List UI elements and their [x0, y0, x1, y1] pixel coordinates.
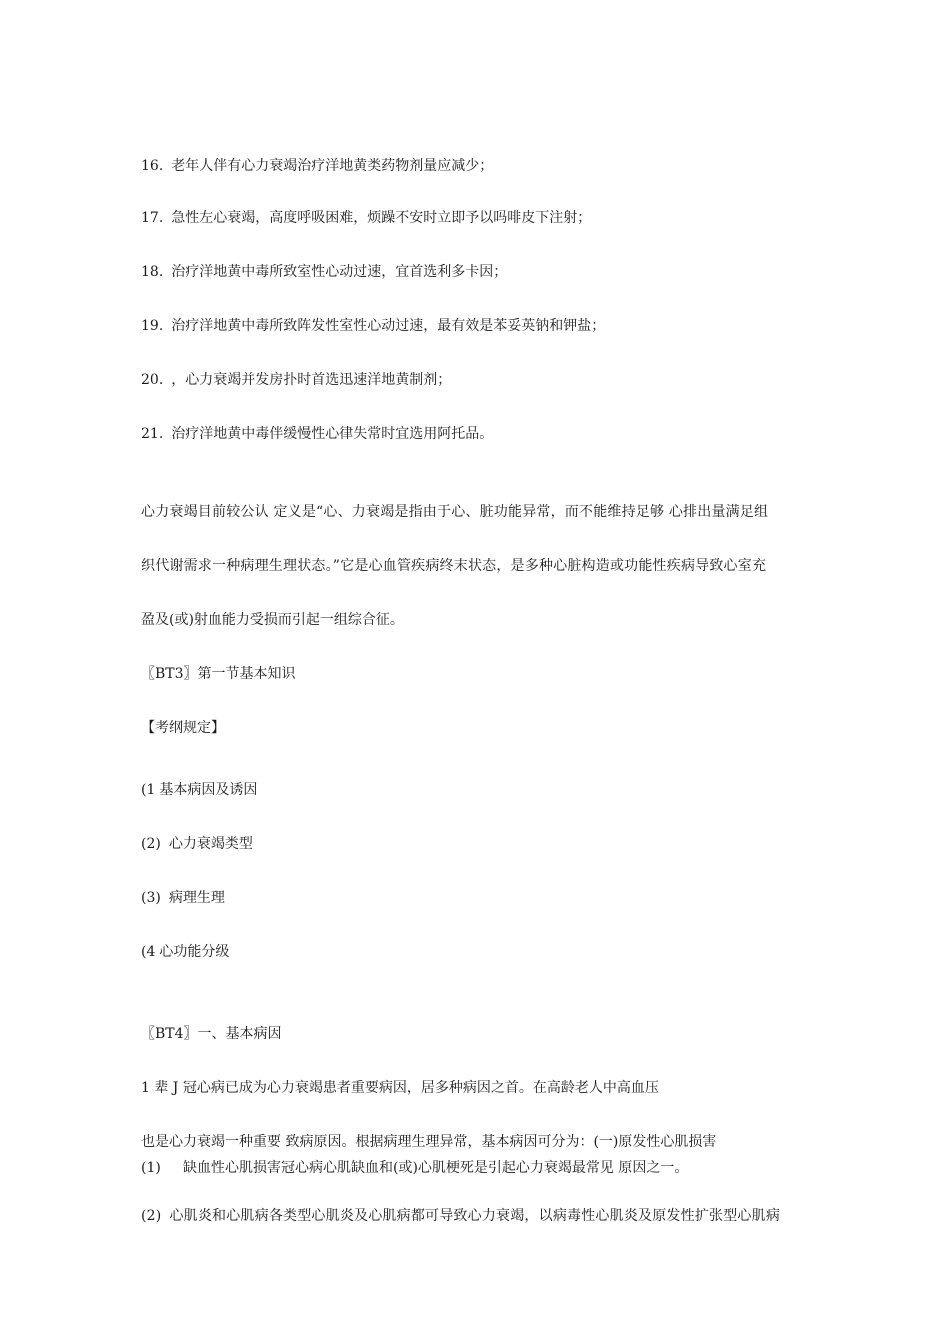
item-text: 缺血性心肌损害冠心病心肌缺血和(或)心肌梗死是引起心力衰竭最常见 原因之一。 [183, 1160, 689, 1176]
syllabus-item [141, 834, 253, 854]
item-number: 21. [141, 426, 164, 442]
item-number: 20. [141, 372, 164, 388]
item-text: 治疗洋地黄中毒所致室性心动过速，宜首选利多卡因； [171, 264, 508, 280]
syllabus-heading: 【考纲规定】 [141, 720, 225, 736]
syllabus-item [141, 888, 225, 908]
item-text: 心力衰竭类型 [168, 836, 253, 852]
definition-line: 盈及(或)射血能力受损而引起一组综合征。 [141, 612, 404, 628]
definition-line: 织代谢需求一种病理生理状态。”它是心血管疾病终末状态，是多种心脏构造或功能性疾病导致心室充 [141, 558, 767, 574]
numbered-item [141, 208, 591, 228]
etiology-item [141, 1158, 688, 1178]
item-number: (3) [141, 890, 161, 906]
item-number: (4 [141, 944, 156, 960]
item-text: 治疗洋地黄中毒伴缓慢性心律失常时宜选用阿托品。 [171, 426, 494, 442]
item-number: 19. [141, 318, 164, 334]
etiology-item [141, 1206, 816, 1226]
item-text: 急性左心衰竭，高度呼吸困难，烦躁不安时立即予以吗啡皮下注射； [171, 210, 592, 226]
numbered-item [141, 156, 493, 176]
item-text: ，心力衰竭并发房扑时首选迅速洋地黄制剂； [171, 372, 452, 388]
item-number: (2) [141, 1208, 162, 1224]
item-text: 老年人伴有心力衰竭治疗洋地黄类药物剂量应减少； [171, 158, 494, 174]
numbered-item [141, 316, 605, 336]
syllabus-item [141, 780, 257, 800]
numbered-item [141, 262, 507, 282]
item-number: 18. [141, 264, 164, 280]
item-number: (2) [141, 836, 161, 852]
section-heading-bt4: 〖BT4〗一、基本病因 [141, 1026, 282, 1042]
item-text: 治疗洋地黄中毒所致阵发性室性心动过速，最有效是苯妥英钠和钾盐； [171, 318, 606, 334]
item-number: (1 [141, 782, 156, 798]
etiology-line: 也是心力衰竭一种重要 致病原因。根据病理生理异常，基本病因可分为：(一)原发性心肌损害 [141, 1134, 717, 1150]
numbered-item [141, 424, 493, 444]
item-text: 心肌炎和心肌病各类型心肌炎及心肌病都可导致心力衰竭，以病毒性心肌炎及原发性扩张型心肌病 [169, 1208, 781, 1224]
item-text: 基本病因及诱因 [159, 782, 258, 798]
item-number: 16. [141, 158, 164, 174]
item-number: (1) [141, 1160, 161, 1176]
syllabus-item [141, 942, 229, 962]
etiology-line: 1 辈 J 冠心病已成为心力衰竭患者重要病因，居多种病因之首。在高龄老人中高血压 [141, 1080, 659, 1096]
item-number: 17. [141, 210, 164, 226]
definition-line: 心力衰竭目前较公认 定义是“心、力衰竭是指由于心、脏功能异常，而不能维持足够 心排出量满足组 [141, 504, 769, 520]
section-heading-bt3: 〖BT3〗第一节基本知识 [141, 666, 296, 682]
item-text: 病理生理 [168, 890, 225, 906]
item-text: 心功能分级 [159, 944, 230, 960]
numbered-item [141, 370, 451, 390]
